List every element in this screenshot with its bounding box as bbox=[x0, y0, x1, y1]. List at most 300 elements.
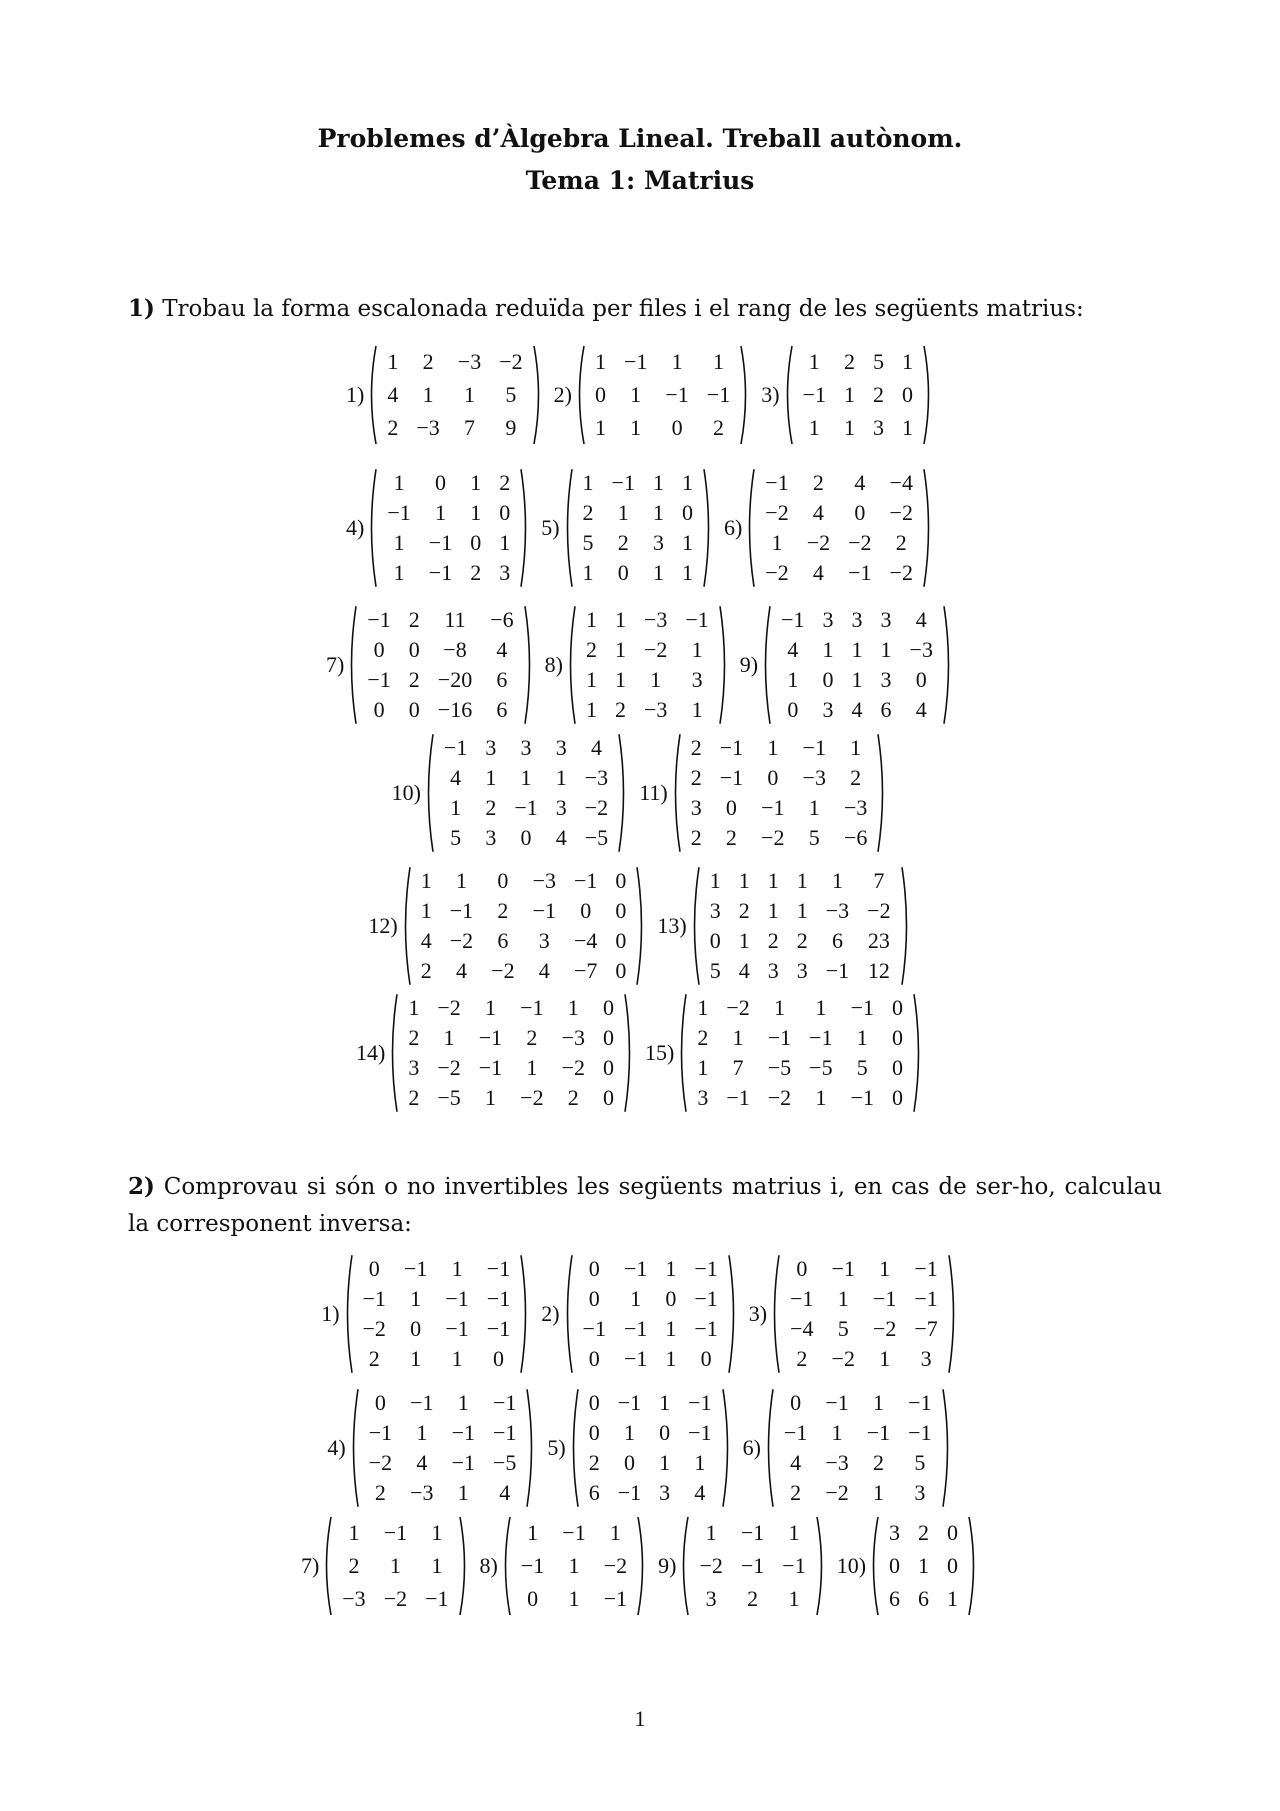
matrix-row-entries bbox=[775, 1418, 941, 1448]
matrix-label: 3) bbox=[761, 382, 780, 407]
matrix-entry: 5 bbox=[856, 1055, 868, 1080]
matrix-entry: −3 bbox=[843, 795, 868, 820]
matrix-entry: 3 bbox=[520, 735, 532, 760]
matrix-row bbox=[0, 993, 1280, 1113]
matrix-entry: −1 bbox=[443, 735, 468, 760]
matrix-entry: 23 bbox=[867, 928, 890, 953]
right-parenthesis bbox=[718, 605, 730, 725]
problem-2-text: Comprovau si són o no invertibles les següents matrius i, en cas de ser-ho, calculau la corresponent inversa: bbox=[128, 1174, 1163, 1237]
matrix-entry: 3 bbox=[914, 1480, 926, 1505]
matrix-entry: 0 bbox=[410, 1316, 422, 1341]
matrix-entry: 1 bbox=[630, 381, 642, 407]
matrix-entry: 3 bbox=[851, 607, 863, 632]
matrix-item bbox=[645, 993, 924, 1113]
matrix-entry: 1 bbox=[470, 470, 482, 495]
matrix-entry: −1 bbox=[623, 1316, 648, 1341]
matrix-entry: 2 bbox=[697, 1025, 709, 1050]
matrix-row-entries bbox=[360, 1448, 526, 1478]
matrix bbox=[565, 605, 730, 725]
matrix-entry: 0 bbox=[603, 1025, 614, 1050]
matrix-entry: 3 bbox=[796, 958, 808, 983]
right-parenthesis bbox=[523, 605, 535, 725]
left-parenthesis bbox=[423, 733, 435, 853]
matrix-entry: 1 bbox=[947, 1586, 959, 1612]
matrix-row-entries bbox=[701, 956, 900, 986]
matrix-item bbox=[356, 993, 635, 1113]
matrix-entry: 1 bbox=[694, 1450, 706, 1475]
matrix bbox=[689, 866, 912, 986]
matrix-entry: 2 bbox=[617, 530, 629, 555]
matrix-row-entries bbox=[512, 1549, 636, 1582]
matrix-entry: 0 bbox=[470, 530, 482, 555]
matrix-entry: −1 bbox=[623, 1256, 648, 1281]
matrix-entry: 0 bbox=[671, 415, 683, 441]
matrix-entry: 3 bbox=[555, 735, 567, 760]
matrix bbox=[366, 468, 531, 588]
matrix-entry: −1 bbox=[781, 607, 805, 632]
matrix-entry: 0 bbox=[889, 1552, 901, 1578]
matrix-row-entries bbox=[574, 528, 702, 558]
matrix-entry: 1 bbox=[808, 348, 820, 374]
matrix-entry: −1 bbox=[914, 1256, 938, 1281]
matrix-row-entries bbox=[333, 1516, 457, 1549]
matrix-row-entries bbox=[412, 866, 636, 896]
matrix-entries bbox=[701, 866, 900, 986]
matrix-row-entries bbox=[574, 1284, 727, 1314]
matrix-row bbox=[0, 866, 1280, 986]
matrix-entry: 3 bbox=[822, 697, 834, 722]
matrix-label: 14) bbox=[355, 1040, 386, 1065]
document-subtitle: Tema 1: Matrius bbox=[525, 166, 755, 195]
matrix-entry: −1 bbox=[520, 995, 544, 1020]
matrix-row-entries bbox=[756, 558, 922, 588]
matrix-row-entries bbox=[781, 1344, 947, 1374]
matrix-entry: 2 bbox=[872, 1450, 884, 1475]
matrix-entry: 1 bbox=[665, 1256, 677, 1281]
matrix bbox=[744, 468, 934, 588]
matrix-entry: −3 bbox=[643, 607, 668, 632]
matrix-row-entries bbox=[781, 1314, 947, 1344]
matrix-item bbox=[480, 1516, 649, 1616]
matrix-entry: 2 bbox=[408, 1025, 420, 1050]
matrix-entry: −2 bbox=[761, 825, 785, 850]
matrix-entry: 1 bbox=[665, 1316, 677, 1341]
matrix-label: 13) bbox=[657, 913, 687, 938]
matrix-entries bbox=[358, 605, 522, 725]
matrix-entry: 11 bbox=[444, 607, 466, 632]
matrix-row-entries bbox=[701, 866, 900, 896]
right-parenthesis bbox=[739, 345, 751, 445]
matrix-row-entries bbox=[435, 763, 617, 793]
matrix-entry: −1 bbox=[706, 381, 731, 407]
matrix-entry: 4 bbox=[851, 697, 863, 722]
right-parenthesis bbox=[721, 1388, 733, 1508]
matrix-entry: 4 bbox=[790, 1450, 802, 1475]
matrix-entry: 0 bbox=[588, 1420, 600, 1445]
matrix-row bbox=[0, 1516, 1280, 1616]
matrix-label: 4) bbox=[327, 1435, 346, 1460]
matrix-entry: 3 bbox=[408, 1055, 420, 1080]
left-parenthesis bbox=[782, 345, 794, 445]
matrix-item bbox=[761, 345, 934, 445]
matrix-entry: 1 bbox=[652, 470, 664, 495]
matrix-entry: 1 bbox=[771, 530, 783, 555]
matrix-item bbox=[392, 733, 630, 853]
matrix-entry: −5 bbox=[437, 1085, 461, 1110]
matrix-entry: 2 bbox=[567, 1085, 579, 1110]
matrix-entry: 1 bbox=[431, 1552, 443, 1578]
matrix-entry: 1 bbox=[788, 1519, 800, 1545]
matrix-entry: −2 bbox=[362, 1316, 386, 1341]
matrix-entry: 0 bbox=[892, 995, 904, 1020]
matrix-row-entries bbox=[586, 345, 739, 378]
matrix-entry: 4 bbox=[499, 1480, 511, 1505]
left-parenthesis bbox=[348, 1388, 360, 1508]
matrix-entry: 4 bbox=[496, 637, 508, 662]
matrix-label: 4) bbox=[346, 515, 365, 540]
matrix-entry: 1 bbox=[815, 1085, 827, 1110]
matrix-entry: 1 bbox=[457, 1480, 469, 1505]
matrix-row-entries bbox=[378, 345, 531, 378]
problem-1-text: Trobau la forma escalonada reduïda per files i el rang de les següents matrius: bbox=[162, 296, 1084, 322]
matrix-item bbox=[346, 345, 544, 445]
right-parenthesis bbox=[876, 733, 888, 853]
matrix-entry: 1 bbox=[614, 607, 626, 632]
matrix-entry: −1 bbox=[383, 1519, 408, 1545]
matrix-entry: 1 bbox=[918, 1552, 930, 1578]
matrix-entry: 1 bbox=[585, 667, 597, 692]
matrix-entry: −1 bbox=[688, 1420, 712, 1445]
matrix-entry: −1 bbox=[694, 1286, 718, 1311]
right-parenthesis bbox=[942, 605, 954, 725]
matrix-entry: 1 bbox=[831, 868, 843, 893]
matrix-entry: −1 bbox=[562, 1519, 586, 1545]
matrix-entry: 5 bbox=[872, 348, 884, 374]
matrix-entry: 3 bbox=[659, 1480, 671, 1505]
matrix-entry: −5 bbox=[492, 1450, 517, 1475]
matrix-entry: −4 bbox=[574, 928, 598, 953]
matrix-row-entries bbox=[399, 1083, 623, 1113]
matrix-item bbox=[657, 866, 911, 986]
matrix-entry: −1 bbox=[617, 1480, 642, 1505]
matrix-entry: −1 bbox=[582, 1316, 606, 1341]
matrix-entry: −3 bbox=[825, 1450, 849, 1475]
matrix-row-entries bbox=[580, 1478, 721, 1508]
matrix-entries bbox=[586, 345, 739, 445]
matrix-row-entries bbox=[880, 1583, 967, 1616]
matrix-entry: 0 bbox=[892, 1025, 904, 1050]
matrix-entry: 1 bbox=[455, 868, 467, 893]
matrix-label: 6) bbox=[723, 515, 743, 540]
matrix-entry: 1 bbox=[520, 765, 532, 790]
matrix-entry: −1 bbox=[514, 795, 538, 820]
matrix-entries bbox=[690, 1516, 814, 1616]
matrix-row-entries bbox=[360, 1418, 526, 1448]
right-parenthesis bbox=[727, 1254, 739, 1374]
matrix-entry: 0 bbox=[580, 898, 592, 923]
matrix-entry: 1 bbox=[665, 1346, 677, 1371]
matrix-entry: 4 bbox=[738, 958, 750, 983]
matrix-row-entries bbox=[688, 993, 912, 1023]
matrix-row-entries bbox=[701, 896, 900, 926]
matrix-entry: 3 bbox=[690, 795, 702, 820]
matrix-row-entries bbox=[577, 605, 718, 635]
matrix-row-entries bbox=[435, 823, 617, 853]
matrix-item bbox=[326, 605, 535, 725]
matrix-row-entries bbox=[412, 956, 636, 986]
matrix-entry: 0 bbox=[892, 1055, 904, 1080]
matrix-entry: −2 bbox=[765, 560, 789, 585]
matrix-entry: 3 bbox=[538, 928, 550, 953]
matrix-entry: 0 bbox=[603, 1085, 614, 1110]
matrix-entry: 0 bbox=[915, 667, 927, 692]
matrix-entry: −1 bbox=[719, 735, 744, 760]
matrix-entry: −2 bbox=[872, 1316, 897, 1341]
matrix-row-entries bbox=[880, 1516, 967, 1549]
matrix-entry: −5 bbox=[767, 1055, 792, 1080]
matrix-entry: 1 bbox=[410, 1346, 422, 1371]
matrix bbox=[366, 345, 543, 445]
matrix-entry: −1 bbox=[410, 1390, 434, 1415]
matrix-label: 8) bbox=[544, 652, 563, 677]
matrix-entries bbox=[354, 1254, 520, 1374]
right-parenthesis bbox=[525, 1388, 537, 1508]
matrix-entry: 1 bbox=[901, 348, 913, 374]
matrix-row-entries bbox=[772, 605, 942, 635]
matrix-item bbox=[541, 468, 714, 588]
matrix bbox=[321, 1516, 469, 1616]
matrix-entry: 1 bbox=[420, 898, 432, 923]
matrix-row-entries bbox=[688, 1083, 912, 1113]
matrix-entry: −1 bbox=[449, 898, 474, 923]
matrix-entry: −3 bbox=[584, 765, 609, 790]
matrix-entry: 0 bbox=[492, 1346, 504, 1371]
matrix-entry: −4 bbox=[790, 1316, 814, 1341]
matrix-label: 3) bbox=[748, 1301, 768, 1326]
left-parenthesis bbox=[763, 1388, 775, 1508]
matrix-row-entries bbox=[574, 1254, 727, 1284]
right-parenthesis bbox=[967, 1516, 979, 1616]
matrix-entry: 0 bbox=[499, 500, 511, 525]
matrix-entry: −1 bbox=[451, 1420, 475, 1445]
matrix-label: 15) bbox=[645, 1040, 675, 1065]
matrix-entry: 0 bbox=[615, 958, 627, 983]
matrix-entry: 0 bbox=[700, 1346, 712, 1371]
matrix-entry: 1 bbox=[485, 765, 497, 790]
matrix-entry: 1 bbox=[463, 381, 475, 407]
matrix-entry: 1 bbox=[410, 1286, 422, 1311]
matrix-entry: 6 bbox=[880, 697, 892, 722]
matrix-entry: 1 bbox=[872, 1390, 884, 1415]
left-parenthesis bbox=[568, 1388, 580, 1508]
matrix-entry: 2 bbox=[408, 667, 420, 692]
matrix-entry: 0 bbox=[520, 825, 532, 850]
matrix-entry: −1 bbox=[783, 1420, 808, 1445]
right-parenthesis bbox=[458, 1516, 470, 1616]
matrix bbox=[348, 1388, 538, 1508]
matrix-entries bbox=[574, 468, 702, 588]
matrix-entry: −2 bbox=[889, 560, 913, 585]
matrix-entry: −1 bbox=[478, 1055, 503, 1080]
matrix-entry: 0 bbox=[787, 697, 799, 722]
matrix-entry: 1 bbox=[831, 1420, 843, 1445]
matrix-entry: 2 bbox=[485, 795, 497, 820]
matrix-row-entries bbox=[772, 665, 942, 695]
matrix bbox=[760, 605, 954, 725]
matrix-entry: 1 bbox=[738, 868, 750, 893]
matrix-entry: 3 bbox=[872, 415, 884, 441]
matrix-entry: −1 bbox=[685, 607, 709, 632]
matrix-entry: 1 bbox=[422, 381, 434, 407]
matrix-entry: 0 bbox=[497, 868, 509, 893]
matrix-row-entries bbox=[354, 1284, 520, 1314]
matrix-entry: 2 bbox=[348, 1552, 360, 1578]
matrix-entries bbox=[756, 468, 922, 588]
left-parenthesis bbox=[678, 1516, 690, 1616]
matrix-entry: 1 bbox=[901, 415, 913, 441]
left-parenthesis bbox=[760, 605, 772, 725]
matrix bbox=[670, 733, 889, 853]
matrix-row-entries bbox=[399, 993, 623, 1023]
matrix-label: 9) bbox=[658, 1553, 677, 1578]
matrix-row-entries bbox=[412, 926, 636, 956]
matrix-entry: 1 bbox=[609, 1519, 621, 1545]
matrix-entry: 0 bbox=[659, 1420, 671, 1445]
matrix-entries bbox=[580, 1388, 721, 1508]
matrix-entry: −3 bbox=[825, 898, 850, 923]
matrix-item bbox=[346, 468, 531, 588]
matrix-entry: −1 bbox=[428, 560, 453, 585]
matrix-entry: 0 bbox=[796, 1256, 808, 1281]
matrix-entry: −1 bbox=[872, 1286, 897, 1311]
matrix-entry: −2 bbox=[437, 1055, 461, 1080]
matrix-row bbox=[0, 1254, 1280, 1374]
matrix-entry: 0 bbox=[681, 500, 693, 525]
matrix-entry: −2 bbox=[831, 1346, 855, 1371]
matrix-entry: 0 bbox=[947, 1552, 959, 1578]
matrix-row-entries bbox=[690, 1516, 814, 1549]
matrix-entry: 2 bbox=[582, 500, 594, 525]
matrix-entry: 0 bbox=[822, 667, 834, 692]
matrix-row-entries bbox=[682, 823, 877, 853]
matrix bbox=[346, 605, 534, 725]
matrix-entry: 0 bbox=[527, 1586, 539, 1612]
matrix-entry: −1 bbox=[623, 348, 648, 374]
matrix-entry: 3 bbox=[485, 825, 497, 850]
matrix bbox=[423, 733, 629, 853]
matrix-entry: −2 bbox=[383, 1586, 408, 1612]
matrix-entry: −5 bbox=[584, 825, 609, 850]
matrix-entry: 0 bbox=[901, 381, 913, 407]
matrix-entry: 4 bbox=[787, 637, 799, 662]
right-parenthesis bbox=[636, 1516, 648, 1616]
matrix-entry: 0 bbox=[408, 637, 420, 662]
matrix-entry: 1 bbox=[787, 667, 799, 692]
matrix-entry: 2 bbox=[368, 1346, 380, 1371]
matrix-item bbox=[545, 605, 730, 725]
matrix-entry: 3 bbox=[705, 1586, 717, 1612]
left-parenthesis bbox=[321, 1516, 333, 1616]
matrix-entry: 0 bbox=[588, 1346, 600, 1371]
matrix-entry: 2 bbox=[725, 825, 737, 850]
matrix-entry: −1 bbox=[850, 995, 875, 1020]
matrix-entries bbox=[577, 605, 718, 725]
matrix-label: 10) bbox=[391, 780, 421, 805]
matrix-row-entries bbox=[360, 1478, 526, 1508]
matrix-entry: 2 bbox=[790, 1480, 802, 1505]
matrix-row-entries bbox=[333, 1549, 457, 1582]
matrix-entry: 1 bbox=[843, 415, 855, 441]
problem-2-statement bbox=[128, 1168, 1162, 1243]
right-parenthesis bbox=[815, 1516, 827, 1616]
matrix-entries bbox=[333, 1516, 457, 1616]
matrix-entry: 4 bbox=[416, 1450, 428, 1475]
matrix-entry: −1 bbox=[767, 1025, 792, 1050]
matrix bbox=[782, 345, 934, 445]
matrix-entry: 0 bbox=[603, 1055, 614, 1080]
matrix-entry: 4 bbox=[854, 470, 866, 495]
matrix-entry: 2 bbox=[387, 415, 399, 441]
matrix-entry: 2 bbox=[408, 607, 420, 632]
matrix-row-entries bbox=[358, 695, 522, 725]
matrix-entry: 0 bbox=[790, 1390, 802, 1415]
matrix-entry: 1 bbox=[671, 348, 683, 374]
matrix-entry: 1 bbox=[484, 1085, 496, 1110]
matrix-entry: −20 bbox=[437, 667, 473, 692]
matrix-entry: 1 bbox=[484, 995, 496, 1020]
right-parenthesis bbox=[912, 993, 924, 1113]
matrix-entry: 1 bbox=[650, 667, 662, 692]
matrix-entry: 1 bbox=[691, 637, 703, 662]
left-parenthesis bbox=[868, 1516, 880, 1616]
matrix-row-entries bbox=[794, 345, 922, 378]
matrix-entry: 3 bbox=[485, 735, 497, 760]
matrix-entry: 2 bbox=[850, 765, 862, 790]
matrix-entry: 1 bbox=[568, 1552, 580, 1578]
matrix bbox=[562, 1254, 739, 1374]
matrix-entry: 1 bbox=[851, 667, 863, 692]
matrix-entry: 1 bbox=[659, 1450, 671, 1475]
matrix-entry: 2 bbox=[796, 928, 808, 953]
matrix-entry: 1 bbox=[585, 697, 597, 722]
matrix-entry: −1 bbox=[367, 667, 391, 692]
matrix-row-entries bbox=[756, 468, 922, 498]
matrix-entry: 3 bbox=[920, 1346, 932, 1371]
matrix-entry: 1 bbox=[582, 560, 594, 585]
matrix-entry: 1 bbox=[585, 607, 597, 632]
matrix-entry: −2 bbox=[767, 1085, 792, 1110]
matrix-entry: 2 bbox=[374, 1480, 386, 1505]
matrix-row-entries bbox=[781, 1254, 947, 1284]
matrix-entry: −5 bbox=[809, 1055, 833, 1080]
matrix-entry: 1 bbox=[393, 530, 405, 555]
left-parenthesis bbox=[562, 1254, 574, 1374]
matrix-label: 7) bbox=[326, 652, 345, 677]
right-parenthesis bbox=[702, 468, 714, 588]
matrix-entry: 1 bbox=[393, 560, 405, 585]
matrix-entry: 4 bbox=[450, 765, 462, 790]
matrix bbox=[342, 1254, 532, 1374]
left-parenthesis bbox=[500, 1516, 512, 1616]
matrix-entry: 0 bbox=[947, 1519, 959, 1545]
matrix-entry: 6 bbox=[889, 1586, 901, 1612]
matrix-entry: −1 bbox=[761, 795, 785, 820]
matrix-entry: 2 bbox=[690, 765, 702, 790]
matrix-entry: 0 bbox=[892, 1085, 904, 1110]
matrix-row-entries bbox=[772, 635, 942, 665]
matrix-entry: 0 bbox=[594, 381, 606, 407]
left-parenthesis bbox=[400, 866, 412, 986]
